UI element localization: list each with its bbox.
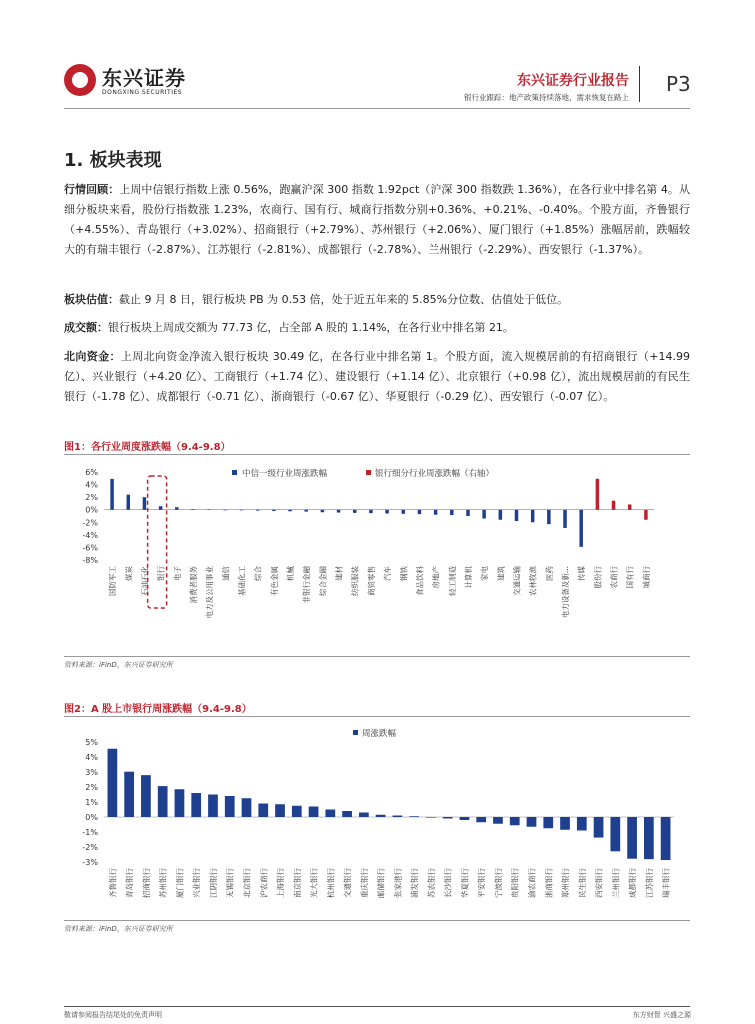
x-tick-label: [398, 566, 408, 581]
bar-机械: [288, 510, 292, 512]
x-tick-label-text: 贵阳银行: [510, 868, 520, 898]
x-tick-label: [350, 566, 360, 596]
x-tick-label-text: 青岛银行: [125, 868, 135, 898]
bar-商贸零售: [369, 510, 373, 513]
y-tick-label: 4%: [85, 753, 98, 762]
x-tick-label-text: 瑞丰银行: [661, 868, 671, 898]
x-tick-label: [527, 868, 537, 898]
x-tick-label: [242, 868, 252, 898]
y-tick-label: -2%: [82, 518, 98, 528]
y-tick-label: -6%: [82, 543, 98, 553]
bar-杭州银行: [325, 810, 335, 818]
bar-电力设备及新...: [563, 510, 567, 528]
x-tick-label: [141, 868, 151, 898]
y-tick-label: 2%: [85, 493, 98, 503]
x-tick-label-text: 建筑: [496, 566, 506, 581]
header-divider: [639, 66, 640, 102]
bar-农林牧渔: [531, 510, 535, 523]
paragraph-label: 北向资金：: [64, 350, 121, 363]
legend-swatch: [232, 470, 237, 475]
bar-国防军工: [110, 479, 114, 510]
bar-医药: [547, 510, 551, 524]
x-tick-label: [544, 566, 554, 581]
y-tick-label: 0%: [85, 505, 98, 515]
x-tick-label-text: 兰州银行: [611, 868, 621, 898]
x-tick-label: [644, 868, 654, 898]
figure1-bottom-rule: [64, 656, 690, 657]
x-tick-label-text: 张家港行: [393, 868, 403, 898]
bar-煤炭: [127, 495, 131, 510]
bar-股份行: [596, 479, 600, 510]
x-tick-label-text: 上海银行: [276, 868, 286, 898]
x-tick-label-text: 沪农商行: [259, 868, 269, 898]
x-tick-label: [191, 868, 201, 898]
paragraph-text: 银行板块上周成交额为 77.73 亿，占全部 A 股的 1.14%，在各行业中排名第 21。: [108, 321, 514, 334]
x-tick-label: [392, 868, 402, 898]
x-tick-label-text: 华夏银行: [460, 868, 470, 898]
paragraph-text: 上周中信银行指数上涨 0.56%，跑赢沪深 300 指数 1.92pct（沪深 300 指数跌 1.36%），在各行业中排名第 4。从细分板块来看，股份行指数涨 1.23%，农商行、国有行、城商行指数分别+0.36%、+0.21%、-0.40%。个股方面，齐鲁银行（+4.55%）、青岛银行（+3.02%）、招商银行（+2.79%）、苏州银行（+2.06%）、厦门银行（+1.85%）涨幅居前，跌幅较大的有瑞丰银行（-2.87%）、江苏银行（-2.81%）、成都银行（-2.78%）、兰州银行（-2.29%）、西安银行（-1.37%）。: [64, 183, 691, 256]
bar-苏农银行: [426, 817, 436, 818]
x-tick-label: [292, 868, 302, 898]
x-tick-label-text: 兴业银行: [192, 868, 202, 898]
y-tick-label: 0%: [85, 813, 98, 822]
bar-重庆银行: [359, 813, 369, 818]
x-tick-label: [325, 868, 335, 898]
x-tick-label: [610, 868, 620, 898]
bar-长沙银行: [443, 817, 453, 819]
figure1-caption: 图1：各行业周度涨跌幅（9.4-9.8）: [64, 442, 231, 453]
x-tick-label: [627, 868, 637, 898]
bar-通信: [224, 510, 228, 511]
figure2-source: 资料来源：iFinD，东兴证券研究所: [64, 925, 173, 933]
footer-rule: [64, 1006, 690, 1007]
x-tick-label: [576, 566, 586, 581]
paragraph-label: 成交额：: [64, 321, 108, 334]
bar-邮储银行: [376, 815, 386, 817]
figure1-source: 资料来源：iFinD，东兴证券研究所: [64, 661, 173, 669]
figure2-rule: [64, 716, 690, 717]
x-tick-label: [594, 868, 604, 898]
x-tick-label: [376, 868, 386, 898]
bar-家电: [482, 510, 486, 519]
x-tick-label: [258, 868, 268, 898]
legend-swatch: [366, 470, 371, 475]
x-tick-label-text: 通信: [221, 566, 231, 581]
x-tick-label-text: 民生银行: [577, 868, 587, 898]
x-tick-label-text: 江阴银行: [208, 868, 218, 898]
y-tick-label: 4%: [85, 480, 98, 490]
x-tick-label: [476, 868, 486, 898]
paragraph-market-review: [64, 180, 690, 260]
x-tick-label: [174, 868, 184, 898]
x-tick-label-text: 浙商银行: [544, 868, 554, 898]
x-tick-label: [124, 868, 134, 898]
x-tick-label: [309, 868, 319, 898]
x-tick-label: [269, 566, 279, 596]
x-tick-label-text: 西安银行: [594, 868, 604, 898]
bar-南京银行: [292, 806, 302, 817]
bar-传媒: [579, 510, 583, 547]
x-tick-label-text: 家电: [480, 566, 490, 581]
bar-纺织服装: [353, 510, 357, 513]
x-tick-label: [510, 868, 520, 898]
x-tick-label: [641, 566, 651, 589]
x-tick-label-text: 农商行: [609, 566, 619, 589]
x-tick-label-text: 南京银行: [292, 868, 302, 898]
bar-钢铁: [402, 510, 406, 514]
logo-subtext: DONGXING SECURITIES: [102, 89, 183, 96]
legend-swatch: [353, 730, 358, 735]
x-tick-label: [459, 868, 469, 898]
x-tick-label: [382, 566, 392, 581]
x-tick-label-text: 有色金属: [269, 566, 279, 596]
legend-label: 银行细分行业周涨跌幅（右轴）: [375, 469, 495, 479]
x-tick-label: [107, 868, 117, 898]
logo-text: 东兴证券: [102, 66, 186, 90]
x-tick-label: [123, 566, 133, 581]
x-tick-label-text: 农林牧渔: [528, 566, 538, 596]
figure2-bottom-rule: [64, 920, 690, 921]
x-tick-label-text: 郑州银行: [561, 868, 571, 898]
bar-渝农商行: [527, 817, 537, 827]
x-tick-label: [301, 566, 311, 604]
x-tick-label-text: 商贸零售: [366, 566, 376, 596]
legend-label: 中信一级行业周涨跌幅: [242, 469, 328, 479]
bar-平安银行: [476, 817, 486, 822]
x-tick-label: [609, 566, 619, 589]
x-tick-label: [220, 566, 230, 581]
x-tick-label-text: 汽车: [383, 566, 393, 581]
bar-浙商银行: [543, 817, 553, 828]
x-tick-label: [204, 566, 214, 619]
bar-建材: [337, 510, 341, 513]
x-tick-label: [447, 566, 457, 596]
x-tick-label-text: 纺织服装: [350, 566, 360, 596]
x-tick-label-text: 成都银行: [628, 868, 638, 898]
y-tick-label: -3%: [82, 858, 98, 867]
x-tick-label: [560, 566, 570, 618]
x-tick-label: [158, 868, 168, 898]
x-tick-label-text: 渝农商行: [527, 868, 537, 898]
x-tick-label-text: 长沙银行: [443, 868, 453, 898]
bar-石油石化: [143, 497, 147, 510]
bar-上海银行: [275, 804, 285, 817]
bar-宁波银行: [493, 817, 503, 824]
x-tick-label: [443, 868, 453, 898]
bar-电子: [175, 507, 179, 510]
bar-非银行金融: [304, 510, 308, 512]
figure2-caption: 图2：A 股上市银行周涨跌幅（9.4-9.8）: [64, 704, 252, 715]
x-tick-label-text: 国防军工: [108, 566, 118, 596]
x-tick-label-text: 招商银行: [141, 868, 151, 898]
bar-华夏银行: [460, 817, 470, 820]
y-tick-label: 6%: [85, 468, 98, 477]
paragraph-label: 行情回顾：: [64, 183, 120, 196]
y-tick-label: 5%: [85, 738, 98, 747]
x-tick-label: [342, 868, 352, 898]
bar-食品饮料: [418, 510, 422, 514]
bar-西安银行: [594, 817, 604, 838]
x-tick-label-text: 江苏银行: [644, 868, 654, 898]
x-tick-label: [253, 566, 263, 581]
bar-建筑: [499, 510, 503, 520]
x-tick-label-text: 机械: [286, 566, 296, 581]
x-tick-label-text: 电力设备及新...: [561, 566, 571, 619]
y-tick-label: -1%: [82, 828, 98, 837]
x-tick-label: [528, 566, 538, 596]
figure2-chart: [64, 722, 690, 922]
x-tick-label-text: 钢铁: [399, 566, 409, 581]
x-tick-label-text: 煤炭: [124, 566, 134, 581]
bar-沪农商行: [258, 804, 268, 818]
y-tick-label: -4%: [82, 530, 98, 540]
x-tick-label-text: 苏农银行: [426, 868, 436, 898]
bar-综合金融: [321, 510, 325, 513]
footer-disclaimer: 敬请参阅报告结尾处的免责声明: [64, 1011, 162, 1019]
x-tick-label: [208, 868, 218, 898]
y-tick-label: -8%: [82, 556, 98, 565]
logo-mark-icon: [64, 64, 96, 96]
y-tick-label: 1%: [85, 798, 98, 807]
report-title: 东兴证券行业报告: [517, 73, 629, 89]
legend-label: 周涨跌幅: [362, 729, 397, 739]
paragraph-text: 上周北向资金净流入银行板块 30.49 亿，在各行业中排名第 1。个股方面，流入规模居前的有招商银行（+14.99 亿）、兴业银行（+4.20 亿）、工商银行（+1.74 亿）、建设银行（+1.14 亿）、北京银行（+0.98 亿），流出规模居前的有民生银行（-1.78 亿）、成都银行（-0.71 亿）、浙商银行（-0.67 亿）、华夏银行（-0.29 亿）、西安银行（-0.07 亿）。: [64, 350, 691, 403]
x-tick-label: [172, 566, 182, 581]
paragraph-valuation: [64, 290, 690, 310]
x-tick-label-text: 光大银行: [309, 868, 319, 898]
x-tick-label-text: 城商行: [641, 566, 651, 589]
bar-交通运输: [515, 510, 519, 521]
highlight-box: [148, 476, 167, 608]
x-tick-label-text: 北京银行: [242, 868, 252, 898]
y-tick-label: 3%: [85, 768, 98, 777]
x-tick-label-text: 建材: [334, 566, 344, 581]
x-tick-label: [366, 566, 376, 596]
bar-招商银行: [141, 775, 151, 817]
x-tick-label-text: 基础化工: [237, 566, 247, 596]
bar-瑞丰银行: [661, 817, 671, 860]
x-tick-label-text: 邮储银行: [376, 868, 386, 898]
bar-银行: [159, 506, 163, 510]
report-subtitle: 银行业跟踪：地产政策持续落地，需求恢复在路上: [464, 93, 629, 102]
x-tick-label: [463, 566, 473, 589]
x-tick-label-text: 交通银行: [343, 868, 353, 898]
bar-贵阳银行: [510, 817, 520, 825]
x-tick-label: [409, 868, 419, 898]
bar-江阴银行: [208, 795, 218, 818]
x-tick-label: [431, 566, 441, 589]
bar-北京银行: [242, 798, 252, 817]
x-tick-label: [560, 868, 570, 898]
bar-成都银行: [627, 817, 637, 859]
x-tick-label-text: 平安银行: [477, 868, 487, 898]
bar-交通银行: [342, 811, 352, 817]
x-tick-label-text: 杭州银行: [326, 868, 336, 898]
bar-光大银行: [309, 807, 319, 818]
x-tick-label: [479, 566, 489, 581]
x-tick-label-text: 重庆银行: [359, 868, 369, 898]
x-tick-label: [495, 566, 505, 581]
header-rule: [64, 108, 690, 109]
bar-汽车: [385, 510, 389, 514]
bar-基础化工: [240, 510, 244, 511]
bar-张家港行: [393, 816, 403, 818]
bar-江苏银行: [644, 817, 654, 859]
bar-厦门银行: [175, 789, 185, 817]
page-header: [0, 0, 755, 112]
x-tick-label-text: 石油石化: [140, 566, 150, 596]
x-tick-label-text: 综合: [253, 566, 263, 581]
bar-郑州银行: [560, 817, 570, 830]
x-tick-label: [577, 868, 587, 898]
x-tick-label: [592, 566, 602, 589]
x-tick-label-text: 食品饮料: [415, 566, 425, 596]
x-tick-label-text: 苏州银行: [158, 868, 168, 898]
bar-有色金属: [272, 510, 276, 511]
paragraph-northbound: [64, 347, 690, 407]
bar-兴业银行: [191, 793, 201, 817]
x-tick-label-text: 轻工制造: [447, 566, 457, 596]
x-tick-label-text: 交通运输: [512, 566, 522, 596]
x-tick-label-text: 厦门银行: [175, 868, 185, 898]
x-tick-label: [225, 868, 235, 898]
figure1-chart: [64, 458, 690, 658]
x-tick-label-text: 非银行金融: [302, 566, 312, 604]
x-tick-label: [661, 868, 671, 898]
x-tick-label: [543, 868, 553, 898]
bar-综合: [256, 510, 259, 511]
x-tick-label: [108, 566, 117, 596]
bar-民生银行: [577, 817, 587, 831]
x-tick-label-text: 综合金融: [318, 566, 328, 596]
paragraph-turnover: [64, 318, 690, 338]
x-tick-label: [317, 566, 327, 596]
x-tick-label: [156, 566, 166, 581]
page-number: P3: [666, 72, 691, 96]
y-tick-label: 2%: [85, 783, 98, 792]
x-tick-label: [625, 566, 635, 589]
x-tick-label: [359, 868, 369, 898]
x-tick-label: [237, 566, 247, 596]
bar-苏州银行: [158, 786, 168, 817]
x-tick-label-text: 传媒: [577, 566, 587, 581]
x-tick-label-text: 银行: [156, 566, 166, 581]
bar-农商行: [612, 501, 616, 510]
x-tick-label: [334, 566, 344, 581]
x-tick-label-text: 计算机: [463, 566, 473, 589]
bar-无锡银行: [225, 796, 235, 817]
x-tick-label-text: 国有行: [625, 566, 635, 589]
y-tick-label: -2%: [82, 843, 98, 852]
bar-轻工制造: [450, 510, 454, 515]
x-tick-label: [512, 566, 522, 596]
x-tick-label-text: 房地产: [431, 566, 441, 589]
x-tick-label: [493, 868, 503, 898]
bar-青岛银行: [124, 772, 134, 817]
x-tick-label-text: 无锡银行: [225, 868, 235, 898]
bar-浦发银行: [409, 816, 419, 817]
x-tick-label: [414, 566, 424, 596]
x-tick-label-text: 浦发银行: [410, 868, 420, 898]
x-tick-label: [426, 868, 436, 898]
company-logo: [64, 62, 214, 102]
x-tick-label-text: 齐鲁银行: [108, 868, 118, 898]
bar-兰州银行: [610, 817, 620, 851]
x-tick-label-text: 医药: [544, 566, 554, 581]
x-tick-label-text: 股份行: [593, 566, 603, 589]
x-tick-label: [188, 566, 198, 604]
section-title: 1. 板块表现: [64, 150, 162, 171]
bar-消费者服务: [191, 509, 195, 510]
figure1-rule: [64, 454, 690, 455]
bar-电力及公用事业: [207, 509, 211, 510]
x-tick-label-text: 电力及公用事业: [205, 566, 215, 619]
x-tick-label: [285, 566, 295, 581]
bar-国有行: [628, 504, 632, 509]
bar-城商行: [644, 510, 648, 520]
x-tick-label-text: 电子: [172, 566, 182, 581]
x-tick-label-text: 宁波银行: [493, 868, 503, 898]
bar-房地产: [434, 510, 438, 515]
paragraph-label: 板块估值：: [64, 293, 119, 306]
bar-计算机: [466, 510, 470, 516]
footer-slogan: 东方财智 兴盛之源: [632, 1011, 691, 1019]
x-tick-label: [275, 868, 285, 898]
paragraph-text: 截止 9 月 8 日，银行板块 PB 为 0.53 倍，处于近五年来的 5.85%分位数、估值处于低位。: [119, 293, 569, 306]
x-tick-label-text: 消费者服务: [188, 566, 198, 604]
bar-齐鲁银行: [108, 749, 118, 817]
